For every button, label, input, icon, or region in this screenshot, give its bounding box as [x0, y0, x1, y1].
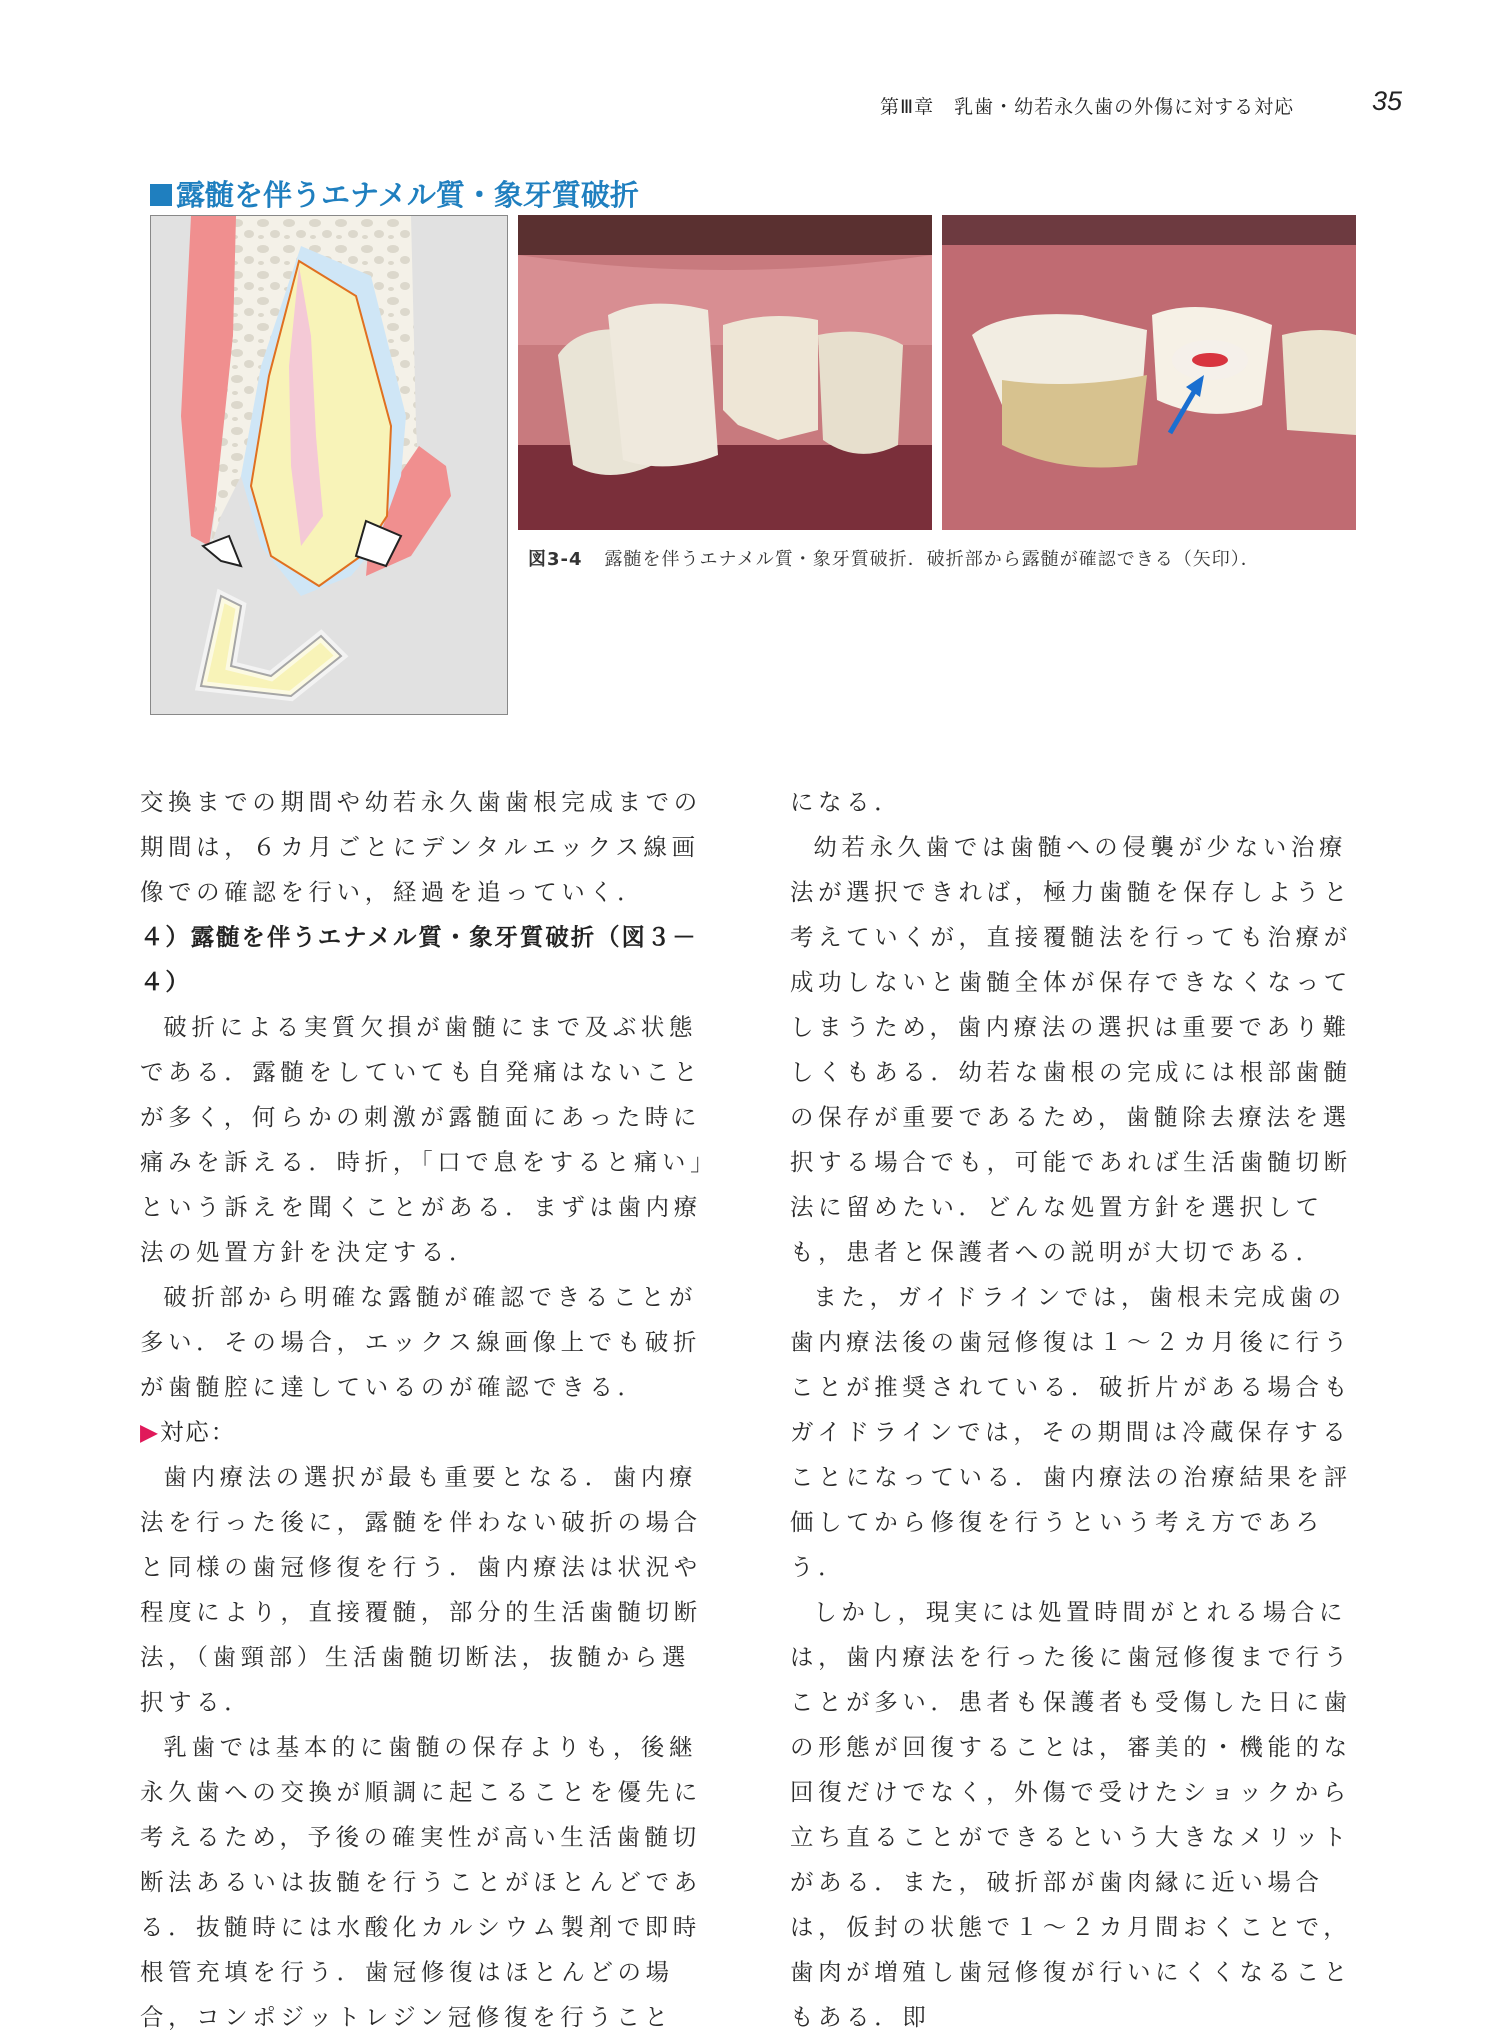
tooth-central-left	[608, 304, 718, 467]
right-paragraph-2: 幼若永久歯では歯髄への侵襲が少ない治療法が選択できれば，極力歯髄を保存しようと考えていくが，直接覆髄法を行っても治療が成功しないと歯髄全体が保存できなくなってしまうため，歯内療法の選択は重要であり難しくもある．幼若な歯根の完成には根部歯髄の保存が重要であるため，歯髄除去療法を選択する場合でも，可能であれば生活歯髄切断法に留めたい．どんな処置方針を選択しても，患者と保護者への説明が大切である．	[790, 833, 1352, 1266]
running-head: 第Ⅲ章 乳歯・幼若永久歯の外傷に対する対応	[880, 96, 1295, 118]
subsection-heading: ４）露髄を伴うエナメル質・象牙質破折（図３－４）	[140, 923, 698, 996]
photo-occlusal-svg	[942, 215, 1356, 530]
triangle-marker-icon: ▶	[140, 1418, 160, 1446]
left-paragraph-3: 破折部から明確な露髄が確認できることが多い．その場合，エックス線画像上でも破折が歯髄腔に達しているのが確認できる．	[140, 1283, 702, 1401]
occlusal-root-left	[1002, 375, 1147, 468]
figure-label: 図3-4	[528, 549, 583, 570]
tooth-central-right-fractured	[723, 316, 818, 440]
body-column-left	[140, 780, 715, 2040]
body-column-right	[790, 780, 1365, 2040]
right-paragraph-3: また，ガイドラインでは，歯根未完成歯の歯内療法後の歯冠修復は１～２カ月後に行うことが推奨されている．破折片がある場合もガイドラインでは，その期間は冷蔵保存することになっている．歯内療法の治療結果を評価してから修復を行うという考え方であろう．	[790, 1283, 1352, 1581]
right-paragraph-4: しかし，現実には処置時間がとれる場合には，歯内療法を行った後に歯冠修復まで行うことが多い．患者も保護者も受傷した日に歯の形態が回復することは，審美的・機能的な回復だけでなく，外傷で受けたショックから立ち直ることができるという大きなメリットがある．また，破折部が歯肉縁に近い場合は，仮封の状態で１～２カ月間おくことで，歯肉が増殖し歯冠修復が行いにくくなることもある．即	[790, 1598, 1352, 2031]
right-paragraph-1: になる．	[790, 788, 903, 816]
left-paragraph-4: 歯内療法の選択が最も重要となる．歯内療法を行った後に，露髄を伴わない破折の場合と同様の歯冠修復を行う．歯内療法は状況や程度により，直接覆髄，部分的生活歯髄切断法，（歯頸部）生活歯髄切断法，抜髄から選択する．	[140, 1463, 702, 1716]
response-heading	[140, 1410, 715, 1455]
tooth-lateral-right	[818, 332, 903, 454]
exposed-pulp-mark	[1192, 353, 1228, 367]
occlusal-tooth-right	[1282, 330, 1356, 435]
heading-square-marker	[150, 184, 172, 206]
figure-caption-text: 露髄を伴うエナメル質・象牙質破折．破折部から露髄が確認できる（矢印）．	[604, 549, 1260, 570]
clinical-photo-frontal	[518, 215, 932, 530]
section-heading	[150, 173, 639, 214]
page-number: 35	[1372, 86, 1403, 116]
figure-caption	[528, 545, 1348, 571]
clinical-photo-occlusal	[942, 215, 1356, 530]
left-paragraph-2: 破折による実質欠損が歯髄にまで及ぶ状態である．露髄をしていても自発痛はないことが多く，何らかの刺激が露髄面にあった時に痛みを訴える．時折，「口で息をすると痛い」という訴えを聞くことがある．まずは歯内療法の処置方針を決定する．	[140, 1013, 707, 1266]
left-paragraph-1: 交換までの期間や幼若永久歯歯根完成までの期間は，６カ月ごとにデンタルエックス線画像での確認を行い，経過を追っていく．	[140, 788, 702, 906]
tooth-fracture-diagram	[150, 215, 508, 715]
tooth-diagram-svg	[151, 216, 507, 714]
left-paragraph-5: 乳歯では基本的に歯髄の保存よりも，後継永久歯への交換が順調に起こることを優先に考えるため，予後の確実性が高い生活歯髄切断法あるいは抜髄を行うことがほとんどである．抜髄時には水酸化カルシウム製剤で即時根管充填を行う．歯冠修復はほとんどの場合，コンポジットレジン冠修復を行うこと	[140, 1733, 702, 2031]
photo-frontal-svg	[518, 215, 932, 530]
response-label: 対応：	[160, 1418, 237, 1446]
section-heading-text: 露髄を伴うエナメル質・象牙質破折	[176, 178, 639, 212]
